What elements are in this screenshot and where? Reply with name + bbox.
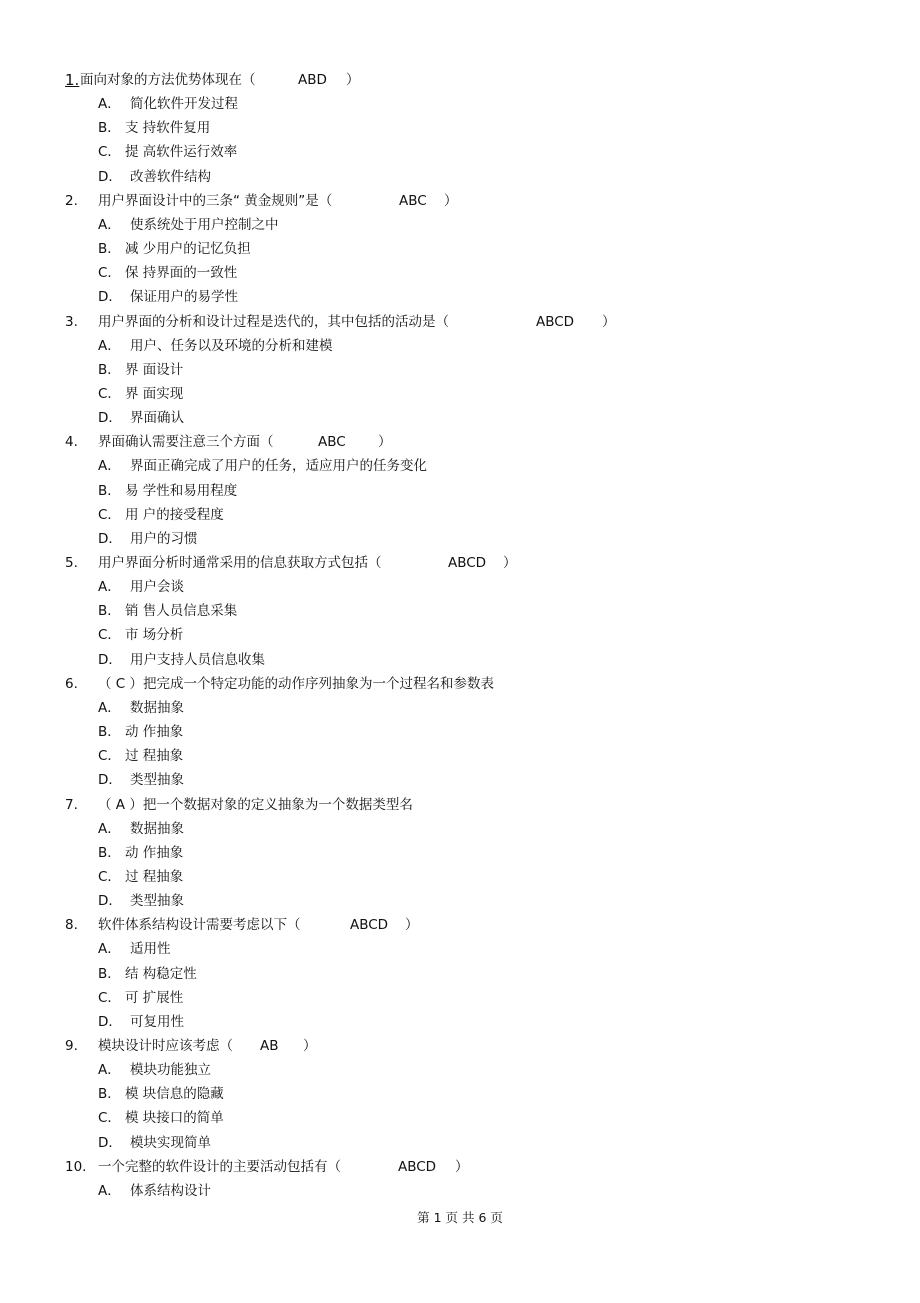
option-text: 界面正确完成了用户的任务，适应用户的任务变化 bbox=[130, 458, 427, 475]
option-text: 界面确认 bbox=[130, 410, 184, 427]
option-text: 模块实现简单 bbox=[130, 1134, 211, 1151]
question-answer: ABC bbox=[399, 192, 427, 209]
option-text: 可复用性 bbox=[130, 1013, 184, 1030]
question-answer: ABCD bbox=[398, 1158, 437, 1175]
option-letter: C． bbox=[98, 748, 121, 765]
question-answer: ABCD bbox=[536, 313, 575, 330]
option-letter: A． bbox=[98, 458, 121, 475]
option-text: 类型抽象 bbox=[130, 772, 184, 789]
option-letter: C． bbox=[98, 385, 121, 402]
question-number: 10. bbox=[65, 1158, 87, 1175]
page-footer: 第 1 页 共 6 页 bbox=[417, 1210, 503, 1225]
question-number: 4. bbox=[65, 434, 78, 451]
option-text: 市 场分析 bbox=[125, 627, 184, 644]
option-letter: C． bbox=[98, 868, 121, 885]
question-answer: ABCD bbox=[448, 555, 487, 571]
option-letter: D． bbox=[98, 772, 122, 789]
option-text: 用户会谈 bbox=[130, 579, 184, 596]
option-letter: A． bbox=[98, 941, 121, 958]
option-letter: B． bbox=[98, 241, 121, 258]
option-letter: C． bbox=[98, 989, 121, 1006]
option-text: 动 作抽象 bbox=[125, 724, 184, 741]
option-letter: D． bbox=[98, 168, 122, 185]
option-letter: A． bbox=[98, 96, 121, 113]
question-close-paren: ） bbox=[455, 1158, 469, 1175]
question-text: （ A ）把一个数据对象的定义抽象为一个数据类型名 bbox=[98, 796, 413, 813]
option-text: 使系统处于用户控制之中 bbox=[130, 216, 279, 233]
question-number: 3. bbox=[65, 313, 78, 330]
option-text: 改善软件结构 bbox=[130, 168, 211, 185]
option-text: 模 块接口的简单 bbox=[125, 1110, 224, 1127]
option-letter: D． bbox=[98, 410, 122, 427]
option-text: 用户、任务以及环境的分析和建模 bbox=[130, 337, 333, 354]
question-close-paren: ） bbox=[346, 72, 360, 88]
question-answer: ABC bbox=[318, 434, 346, 451]
question-number: 8. bbox=[65, 917, 78, 934]
option-text: 过 程抽象 bbox=[125, 748, 184, 765]
option-letter: A． bbox=[98, 337, 121, 354]
option-letter: D． bbox=[98, 289, 122, 306]
option-letter: B． bbox=[98, 1086, 121, 1103]
question-close-paren: ） bbox=[503, 555, 517, 571]
question-number: 7. bbox=[65, 796, 78, 813]
option-text: 适用性 bbox=[130, 941, 171, 958]
option-letter: D． bbox=[98, 1134, 122, 1151]
question-number: 2. bbox=[65, 192, 78, 209]
option-text: 类型抽象 bbox=[130, 893, 184, 910]
question-close-paren: ） bbox=[444, 192, 458, 209]
question-close-paren: ） bbox=[405, 917, 419, 934]
option-text: 动 作抽象 bbox=[125, 844, 184, 861]
question-text: （ C ）把完成一个特定功能的动作序列抽象为一个过程名和参数表 bbox=[98, 675, 495, 692]
option-letter: C． bbox=[98, 265, 121, 282]
option-text: 可 扩展性 bbox=[125, 989, 184, 1006]
option-letter: D． bbox=[98, 530, 122, 547]
option-letter: B． bbox=[98, 361, 121, 378]
question-number: 1. bbox=[65, 71, 80, 89]
option-text: 用户支持人员信息收集 bbox=[130, 651, 265, 668]
option-letter: B． bbox=[98, 724, 121, 741]
question-text: 一个完整的软件设计的主要活动包括有（ bbox=[98, 1158, 341, 1175]
option-text: 简化软件开发过程 bbox=[130, 96, 238, 113]
option-letter: B． bbox=[98, 965, 121, 982]
question-answer: AB bbox=[260, 1038, 279, 1054]
question-answer: ABD bbox=[298, 72, 327, 88]
option-letter: A． bbox=[98, 216, 121, 233]
option-letter: A． bbox=[98, 820, 121, 837]
option-text: 用户的习惯 bbox=[130, 530, 198, 547]
option-letter: D． bbox=[98, 651, 122, 668]
option-text: 保 持界面的一致性 bbox=[125, 265, 238, 282]
option-letter: D． bbox=[98, 893, 122, 910]
question-text: 用户界面设计中的三条“ 黄金规则”是（ bbox=[98, 192, 333, 209]
question-number: 6. bbox=[65, 675, 78, 692]
option-text: 界 面实现 bbox=[125, 385, 184, 402]
question-close-paren: ） bbox=[303, 1038, 317, 1054]
option-text: 保证用户的易学性 bbox=[130, 289, 238, 306]
option-text: 模块功能独立 bbox=[130, 1062, 211, 1079]
question-text: 模块设计时应该考虑（ bbox=[98, 1038, 233, 1054]
option-letter: C． bbox=[98, 627, 121, 644]
option-text: 数据抽象 bbox=[130, 699, 184, 716]
option-letter: B． bbox=[98, 603, 121, 620]
option-text: 体系结构设计 bbox=[130, 1182, 211, 1199]
option-text: 减 少用户的记忆负担 bbox=[125, 241, 251, 258]
option-letter: D． bbox=[98, 1013, 122, 1030]
question-text: 界面确认需要注意三个方面（ bbox=[98, 434, 274, 451]
option-letter: A． bbox=[98, 1182, 121, 1199]
option-letter: A． bbox=[98, 1062, 121, 1079]
question-text: 软件体系结构设计需要考虑以下（ bbox=[98, 917, 301, 934]
option-text: 销 售人员信息采集 bbox=[125, 603, 238, 620]
option-text: 用 户的接受程度 bbox=[125, 506, 224, 523]
option-text: 界 面设计 bbox=[125, 361, 184, 378]
option-text: 结 构稳定性 bbox=[125, 965, 197, 982]
option-text: 数据抽象 bbox=[130, 820, 184, 837]
option-letter: B． bbox=[98, 844, 121, 861]
question-answer: ABCD bbox=[350, 917, 389, 934]
question-number: 5. bbox=[65, 555, 78, 571]
option-text: 过 程抽象 bbox=[125, 868, 184, 885]
option-text: 易 学性和易用程度 bbox=[125, 482, 238, 499]
option-text: 提 高软件运行效率 bbox=[125, 144, 238, 161]
option-letter: A． bbox=[98, 699, 121, 716]
option-letter: C． bbox=[98, 144, 121, 161]
option-letter: C． bbox=[98, 1110, 121, 1127]
option-letter: B． bbox=[98, 120, 121, 137]
question-number: 9. bbox=[65, 1038, 78, 1054]
option-text: 模 块信息的隐藏 bbox=[125, 1086, 224, 1103]
option-letter: B． bbox=[98, 482, 121, 499]
question-text: 用户界面的分析和设计过程是迭代的，其中包括的活动是（ bbox=[98, 313, 449, 330]
option-letter: A． bbox=[98, 579, 121, 596]
question-close-paren: ） bbox=[602, 313, 616, 330]
option-text: 支 持软件复用 bbox=[125, 120, 211, 137]
question-text: 面向对象的方法优势体现在（ bbox=[80, 72, 256, 88]
option-letter: C． bbox=[98, 506, 121, 523]
question-close-paren: ） bbox=[378, 434, 392, 451]
question-text: 用户界面分析时通常采用的信息获取方式包括（ bbox=[98, 555, 382, 571]
